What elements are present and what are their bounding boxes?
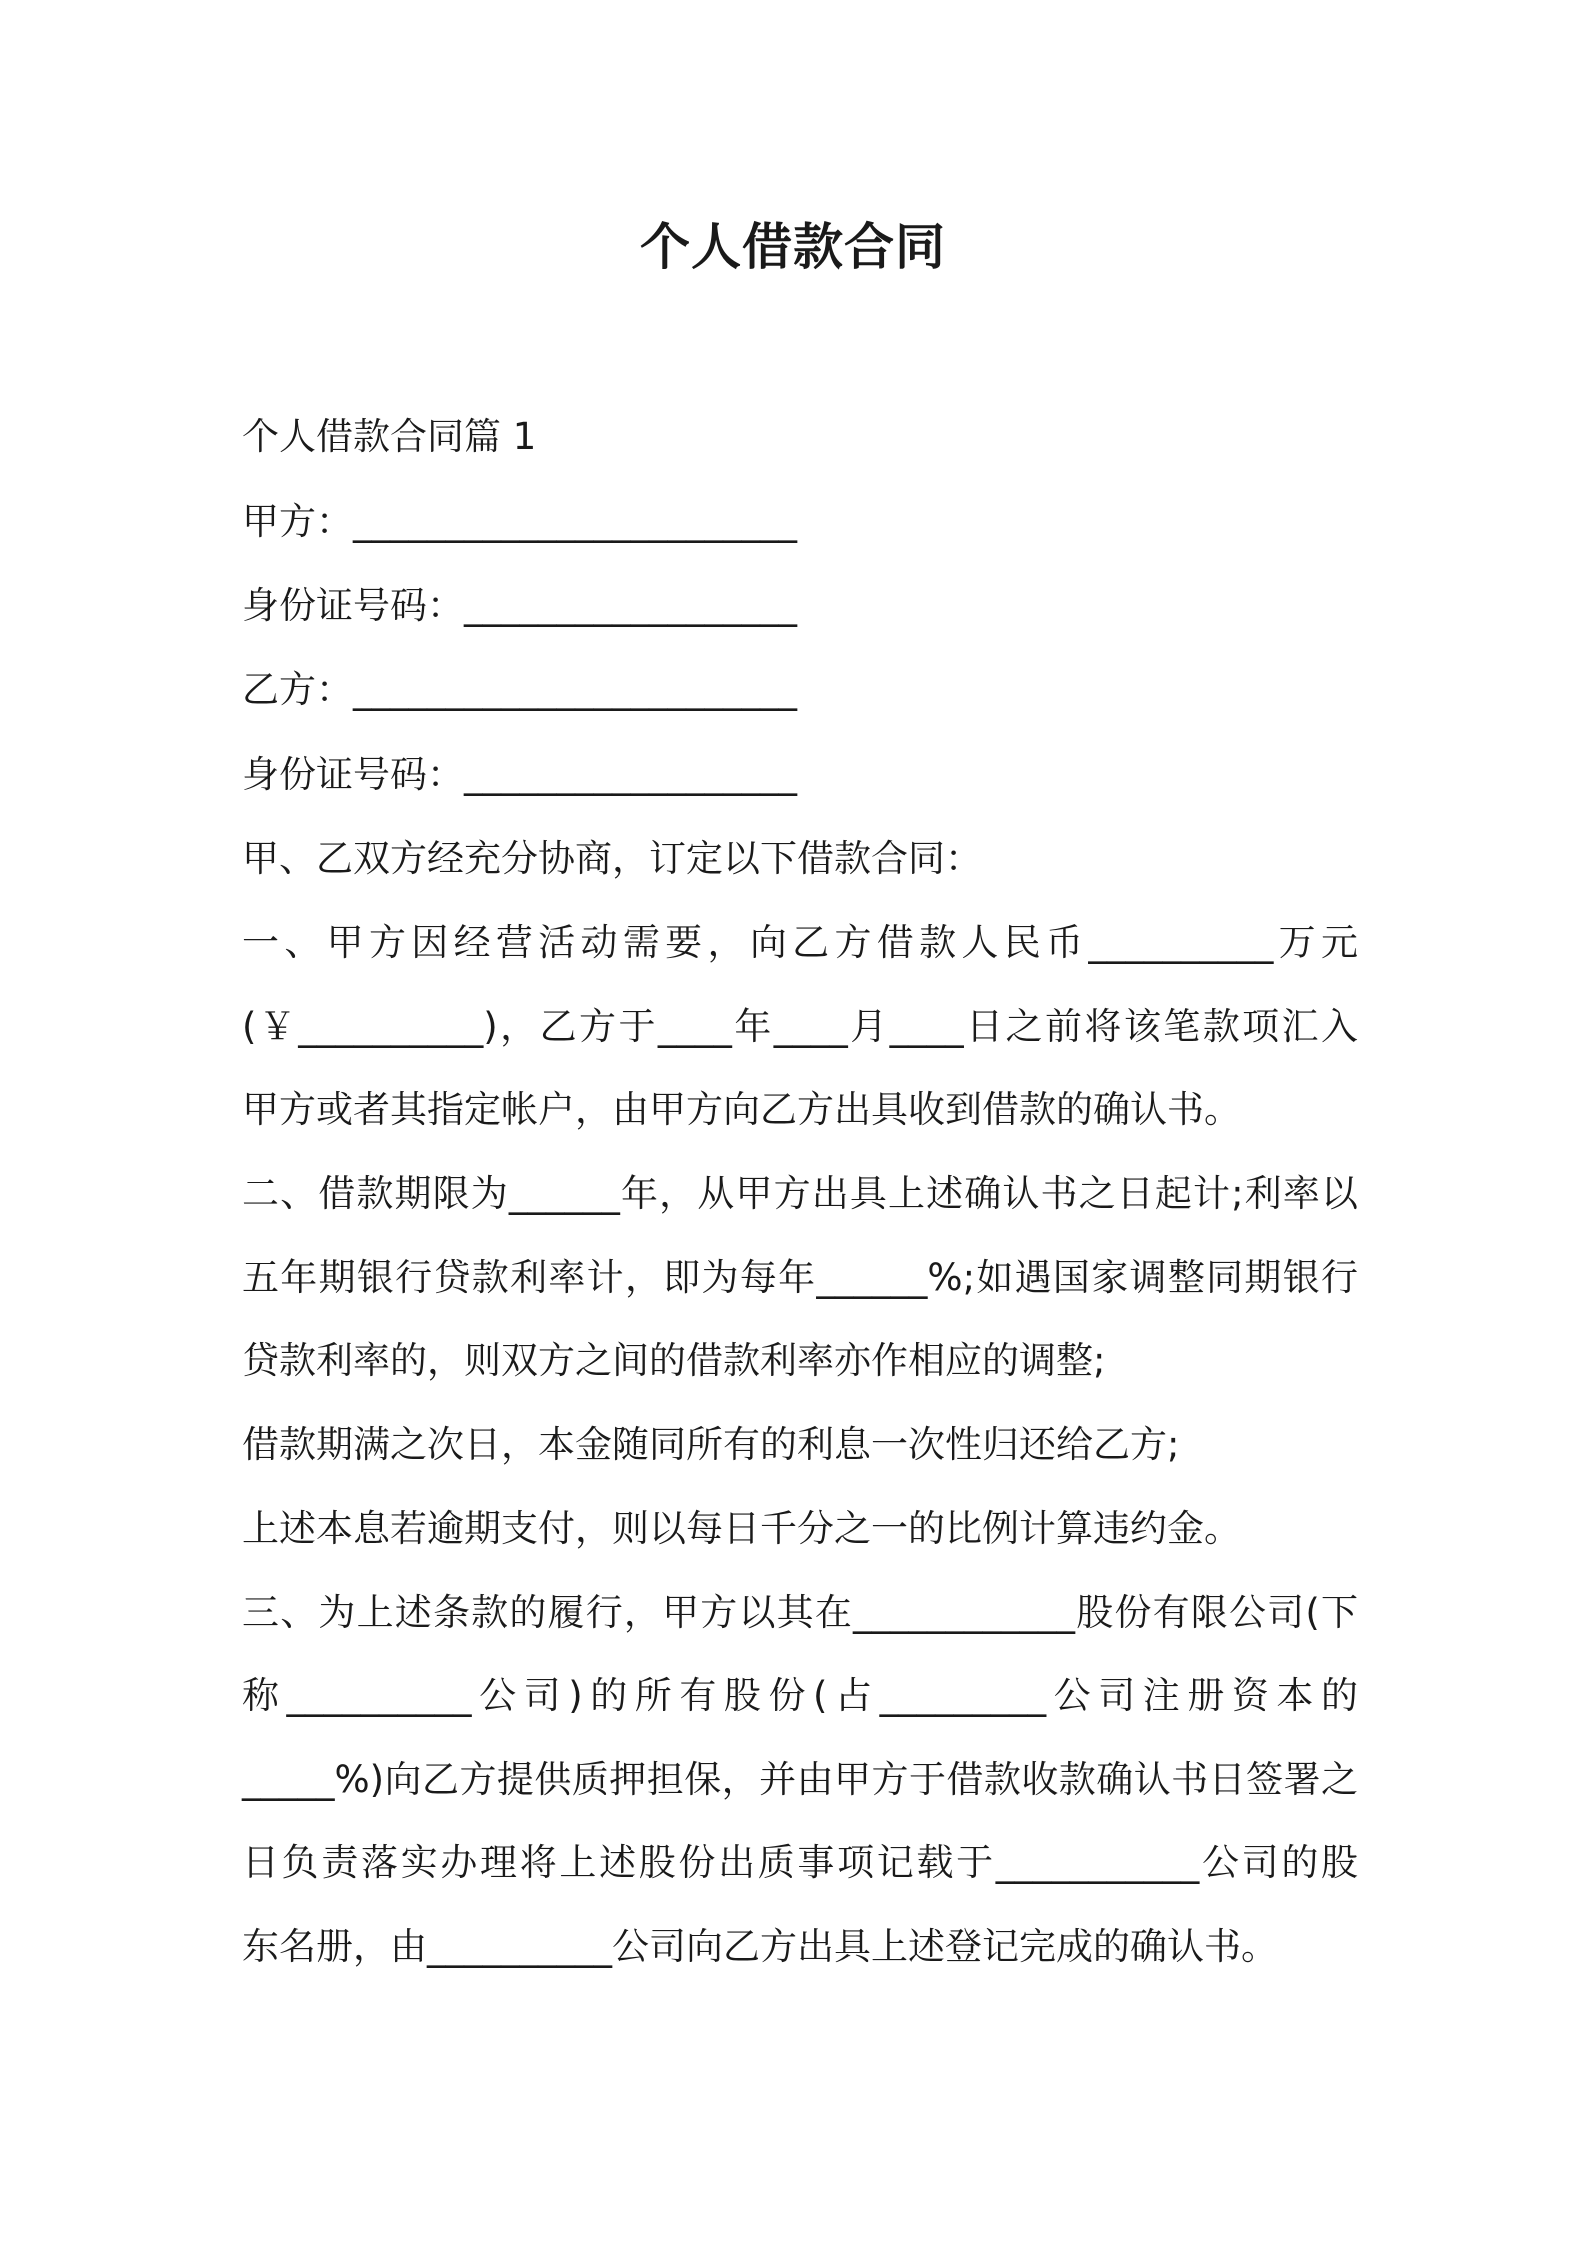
document-title: 个人借款合同 (640, 218, 946, 276)
party-b-id-line: 身份证号码：__________________ (242, 753, 797, 796)
clause-1-line-2: (￥__________)，乙方于____年____月____日之前将该笔款项汇入 (242, 1005, 1358, 1048)
preamble-line: 甲、乙双方经充分协商，订定以下借款合同： (242, 837, 982, 880)
clause-2-line-3: 贷款利率的，则双方之间的借款利率亦作相应的调整; (242, 1339, 1106, 1382)
clause-2-line-1: 二、借款期限为______年，从甲方出具上述确认书之日起计;利率以 (242, 1172, 1358, 1215)
clause-3-line-5: 东名册，由__________公司向乙方出具上述登记完成的确认书。 (242, 1925, 1278, 1968)
party-a-id-line: 身份证号码：__________________ (242, 584, 797, 627)
clause-1-line-1: 一、甲方因经营活动需要，向乙方借款人民币__________万元 (242, 921, 1358, 964)
clause-1-line-3: 甲方或者其指定帐户，由甲方向乙方出具收到借款的确认书。 (242, 1088, 1241, 1131)
clause-3-line-3: _____%)向乙方提供质押担保，并由甲方于借款收款确认书日签署之 (242, 1758, 1358, 1801)
party-a-line: 甲方：________________________ (242, 500, 797, 543)
clause-3-line-2: 称__________公司)的所有股份(占_________公司注册资本的 (242, 1674, 1358, 1717)
clause-2-line-4: 借款期满之次日，本金随同所有的利息一次性归还给乙方; (242, 1423, 1180, 1466)
party-b-line: 乙方：________________________ (242, 668, 797, 711)
clause-2-line-2: 五年期银行贷款利率计，即为每年______%;如遇国家调整同期银行 (242, 1256, 1358, 1299)
clause-3-line-1: 三、为上述条款的履行，甲方以其在____________股份有限公司(下 (242, 1591, 1358, 1634)
section-heading: 个人借款合同篇 1 (242, 415, 537, 458)
clause-2-line-5: 上述本息若逾期支付，则以每日千分之一的比例计算违约金。 (242, 1507, 1241, 1550)
clause-3-line-4: 日负责落实办理将上述股份出质事项记载于___________公司的股 (242, 1841, 1358, 1884)
